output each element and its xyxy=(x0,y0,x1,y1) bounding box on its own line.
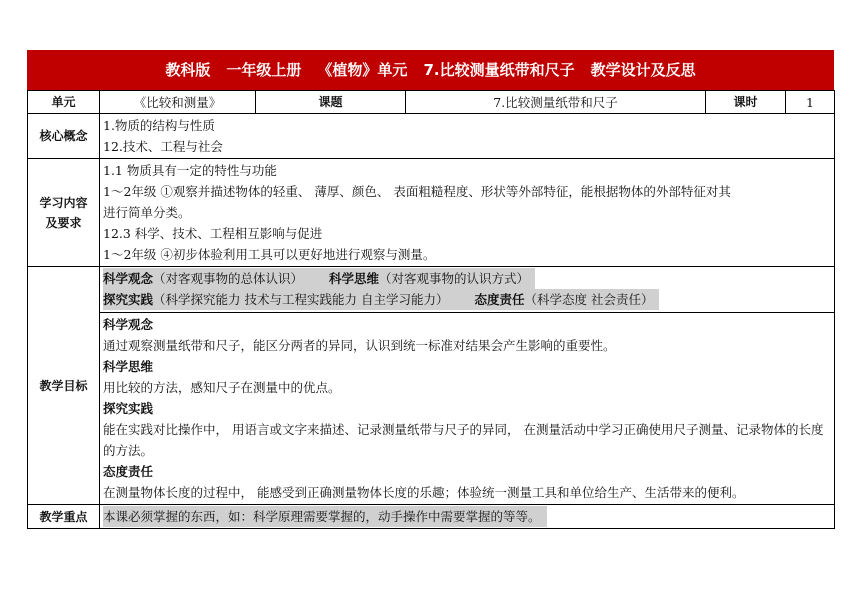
core-concept-row xyxy=(28,114,835,159)
banner-unit: 《植物》单元 xyxy=(317,61,408,79)
teaching-focus-row xyxy=(28,505,835,529)
teaching-goals-body xyxy=(100,267,835,505)
content-line: 进行简单分类。 xyxy=(103,205,191,220)
learning-content-label-line: 学习内容 xyxy=(39,195,88,210)
goal-text: 在测量物体长度的过程中， 能感受到正确测量物体长度的乐趣；体验统一测量工具和单位给生产、生活带来的便利。 xyxy=(103,485,745,500)
lesson-plan-table xyxy=(27,90,835,529)
goal-text: 能在实践对比操作中， 用语言或文字来描述、记录测量纸带与尺子的异同， 在测量活动中学习正确使用尺子测量、记录物体的长度的方法。 xyxy=(103,422,824,458)
content-line: 1～2年级 ④初步体验利用工具可以更好地进行观察与测量。 xyxy=(103,247,436,262)
teaching-goals-label: 教学目标 xyxy=(28,267,100,505)
document-title-banner xyxy=(27,50,834,90)
summary-sci-concept: 科学观念 xyxy=(103,271,154,286)
header-row xyxy=(28,91,835,114)
banner-publisher: 教科版 xyxy=(165,61,211,79)
teaching-goals-row xyxy=(28,267,835,505)
banner-doc-type: 教学设计及反思 xyxy=(590,61,696,79)
core-concept-item: 12.技术、工程与社会 xyxy=(103,139,223,154)
goals-summary xyxy=(100,267,834,313)
period-value: 1 xyxy=(786,91,835,114)
topic-label: 课题 xyxy=(256,91,406,114)
content-line: 12.3 科学、技术、工程相互影响与促进 xyxy=(103,226,323,241)
content-line: 1～2年级 ①观察并描述物体的轻重、 薄厚、颜色、 表面粗糙程度、形状等外部特征，能根据物体的外部特征对其 xyxy=(103,184,731,199)
goal-text: 用比较的方法，感知尺子在测量中的优点。 xyxy=(103,380,341,395)
summary-inquiry-desc: （科学探究能力 技术与工程实践能力 自主学习能力） xyxy=(153,292,449,307)
teaching-focus-body xyxy=(100,505,835,529)
summary-sci-concept-desc: （对客观事物的总体认识） xyxy=(153,271,304,286)
goals-summary-line-1 xyxy=(103,268,535,289)
core-concept-item: 1.物质的结构与性质 xyxy=(103,118,215,133)
summary-attitude: 态度责任 xyxy=(474,292,525,307)
learning-content-label-line: 及要求 xyxy=(45,215,82,230)
teaching-focus-text: 本课必须掌握的东西，如：科学原理需要掌握的，动手操作中需要掌握的等等。 xyxy=(103,506,547,527)
summary-sci-thinking: 科学思维 xyxy=(329,271,380,286)
core-concept-content xyxy=(100,114,835,159)
goals-summary-line-2 xyxy=(103,289,659,310)
summary-inquiry: 探究实践 xyxy=(103,292,154,307)
period-label: 课时 xyxy=(706,91,786,114)
teaching-focus-label: 教学重点 xyxy=(28,505,100,529)
lesson-plan-document xyxy=(27,50,834,529)
goal-heading: 科学观念 xyxy=(103,317,154,332)
summary-sci-thinking-desc: （对客观事物的认识方式） xyxy=(379,271,530,286)
learning-content-body xyxy=(100,159,835,267)
core-concept-label: 核心概念 xyxy=(28,114,100,159)
banner-lesson: 7.比较测量纸带和尺子 xyxy=(423,61,575,79)
goal-heading: 科学思维 xyxy=(103,359,154,374)
unit-value: 《比较和测量》 xyxy=(100,91,256,114)
goal-text: 通过观察测量纸带和尺子，能区分两者的异同，认识到统一标准对结果会产生影响的重要性。 xyxy=(103,338,616,353)
topic-value: 7.比较测量纸带和尺子 xyxy=(406,91,706,114)
banner-grade: 一年级上册 xyxy=(226,61,302,79)
learning-content-label xyxy=(28,159,100,267)
goals-detail xyxy=(100,313,834,504)
learning-content-row xyxy=(28,159,835,267)
content-line: 1.1 物质具有一定的特性与功能 xyxy=(103,163,277,178)
goal-heading: 探究实践 xyxy=(103,401,154,416)
goal-heading: 态度责任 xyxy=(103,464,154,479)
unit-label: 单元 xyxy=(28,91,100,114)
summary-attitude-desc: （科学态度 社会责任） xyxy=(524,292,654,307)
